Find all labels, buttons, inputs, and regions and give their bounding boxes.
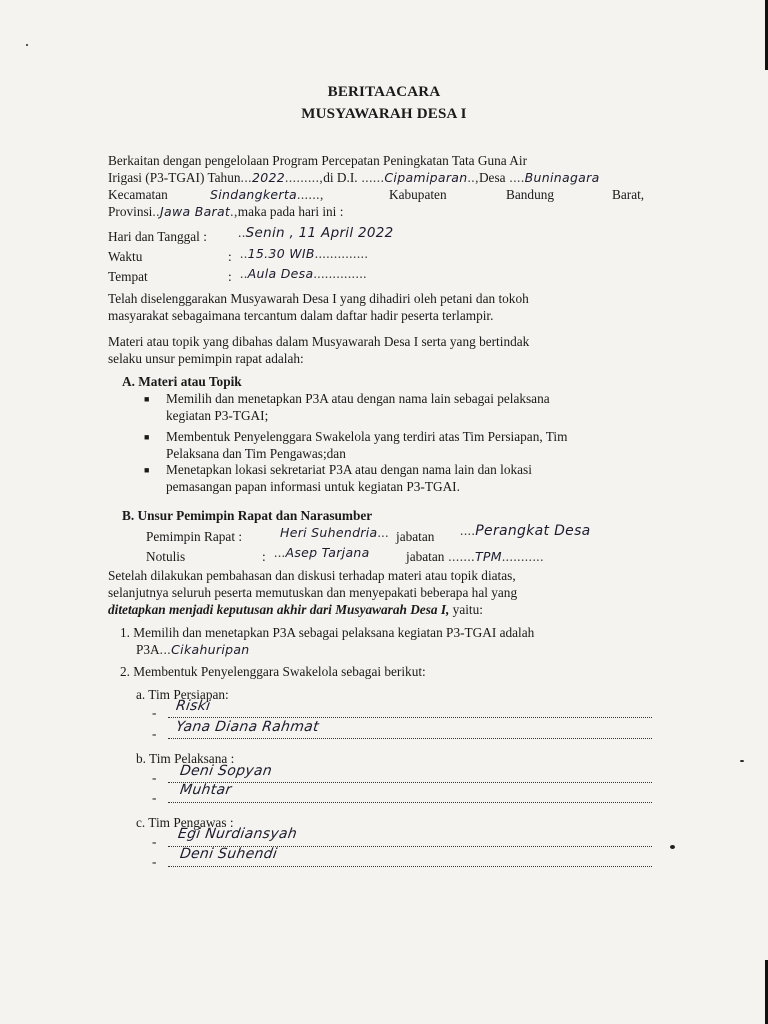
fill-line [168, 717, 652, 718]
notulis-jabatan-field: jabatan .......TPM........... [406, 549, 544, 564]
tim-persiapan-2: Yana Diana Rahmat [174, 719, 321, 735]
scan-speck [740, 760, 744, 762]
hari-field: ..Senin , 11 April 2022 [238, 225, 394, 241]
tahun-value: 2022 [252, 170, 286, 185]
tempat-colon: : [228, 269, 232, 284]
dash: - [152, 854, 157, 869]
para2-line-2: selaku unsur pemimpin rapat adalah: [108, 351, 304, 366]
dash: - [152, 770, 157, 785]
pemimpin-jabatan: Perangkat Desa [475, 523, 591, 539]
maka-text: maka pada hari ini : [237, 204, 344, 219]
decision-1-line-2: P3A...Cikahuripan [136, 642, 250, 657]
tim-pengawas-1: Egi Nurdiansyah [176, 826, 299, 842]
bullet-icon: ■ [144, 432, 150, 442]
hari-label: Hari dan Tanggal : [108, 229, 207, 244]
waktu-colon: : [228, 249, 232, 264]
tim-pelaksana-label: b. Tim Pelaksana : [136, 751, 235, 766]
kabupaten-value: Bandung [506, 187, 555, 202]
tim-persiapan-label: a. Tim Persiapan: [136, 687, 229, 702]
dash: - [152, 790, 157, 805]
pemimpin-jabatan-field: ....Perangkat Desa [460, 523, 591, 539]
pemimpin-field: Heri Suhendria... [280, 525, 389, 540]
scan-speck [26, 44, 28, 46]
tempat-field: ..Aula Desa.............. [240, 266, 367, 281]
bullet-icon: ■ [144, 465, 150, 475]
tim-pelaksana-1: Deni Sopyan [178, 763, 274, 779]
conclusion-rest: yaitu: [449, 602, 483, 617]
intro-line-1: Berkaitan dengan pengelolaan Program Percepatan Peningkatan Tata Guna Air [108, 153, 528, 168]
jabatan-label: jabatan [396, 529, 435, 544]
bullet-3-line-1: Menetapkan lokasi sekretariat P3A atau dengan nama lain dan lokasi [166, 462, 532, 477]
document-title: BERITAACARA [327, 84, 441, 100]
conclusion-emphasis: ditetapkan menjadi keputusan akhir dari Musyawarah Desa I, [108, 602, 450, 617]
bullet-2-line-2: Pelaksana dan Tim Pengawas;dan [166, 446, 346, 461]
di-value: Cipamiparan [384, 170, 468, 185]
provinsi-line: Provinsi..Jawa Barat.,maka pada hari ini : [108, 204, 344, 219]
fill-line [168, 782, 652, 783]
desa-label: Desa [478, 170, 506, 185]
desa-value: Buninagara [524, 170, 600, 185]
dash: - [152, 726, 157, 741]
p3a-value: Cikahuripan [171, 642, 250, 657]
tim-pengawas-2: Deni Suhendi [178, 846, 279, 862]
dash: - [152, 834, 157, 849]
para1-line-2: masyarakat sebagaimana tercantum dalam daftar hadir peserta terlampir. [108, 308, 494, 323]
notulis-value: Asep Tarjana [285, 545, 370, 560]
document-subtitle: MUSYAWARAH DESA I [301, 106, 467, 122]
tempat-label: Tempat [108, 269, 148, 284]
fill-line [168, 866, 652, 867]
conclusion-line-3 [108, 601, 483, 618]
waktu-value: 15.30 WIB [247, 246, 315, 261]
bullet-2-line-1: Membentuk Penyelenggara Swakelola yang terdiri atas Tim Persiapan, Tim [166, 429, 568, 444]
kecamatan-field: Sindangkerta......, [210, 187, 324, 202]
section-b-heading: B. Unsur Pemimpin Rapat dan Narasumber [122, 508, 373, 523]
di-label: di D.I. [323, 170, 358, 185]
provinsi-value: Jawa Barat [160, 204, 231, 219]
conclusion-line-2: selanjutnya seluruh peserta memutuskan dan menyepakati beberapa hal yang [108, 585, 518, 600]
fill-line [168, 802, 652, 803]
para2-line-1: Materi atau topik yang dibahas dalam Musyawarah Desa I serta yang bertindak [108, 334, 530, 349]
kecamatan-label: Kecamatan [108, 187, 168, 202]
notulis-jabatan: TPM [475, 549, 502, 564]
notulis-colon: : [262, 549, 266, 564]
scan-speck [670, 845, 675, 849]
kabupaten-label: Kabupaten [389, 187, 447, 202]
decision-1-line-1: 1. Memilih dan menetapkan P3A sebagai pelaksana kegiatan P3-TGAI adalah [120, 625, 535, 640]
hari-value: Senin , 11 April 2022 [245, 225, 394, 241]
dash: - [152, 705, 157, 720]
kabupaten-value-2: Barat, [612, 187, 645, 202]
section-a-heading: A. Materi atau Topik [122, 374, 242, 389]
tim-pelaksana-2: Muhtar [178, 782, 233, 798]
waktu-field: ..15.30 WIB.............. [240, 246, 369, 261]
decision-2: 2. Membentuk Penyelenggara Swakelola sebagai berikut: [120, 664, 426, 679]
para1-line-1: Telah diselenggarakan Musyawarah Desa I yang dihadiri oleh petani dan tokoh [108, 291, 529, 306]
intro-line-2: Irigasi (P3-TGAI) Tahun...2022.........,di D.I. ......Cipamiparan..,Desa ....Buninagara [108, 170, 600, 185]
provinsi-label: Provinsi [108, 204, 153, 219]
notulis-field: ...Asep Tarjana [274, 545, 370, 560]
bullet-1-line-2: kegiatan P3-TGAI; [166, 408, 269, 423]
bullet-1-line-1: Memilih dan menetapkan P3A atau dengan nama lain sebagai pelaksana [166, 391, 550, 406]
kecamatan-value: Sindangkerta [210, 187, 298, 202]
tim-pengawas-label: c. Tim Pengawas : [136, 815, 234, 830]
p3a-label: P3A [136, 642, 160, 657]
tempat-value: Aula Desa [247, 266, 314, 281]
bullet-icon: ■ [144, 394, 150, 404]
conclusion-line-1: Setelah dilakukan pembahasan dan diskusi terhadap materi atau topik diatas, [108, 568, 516, 583]
waktu-label: Waktu [108, 249, 143, 264]
bullet-3-line-2: pemasangan papan informasi untuk kegiatan P3-TGAI. [166, 479, 460, 494]
pemimpin-label: Pemimpin Rapat : [146, 529, 243, 544]
jabatan-label: jabatan [406, 549, 445, 564]
tim-persiapan-1: Riski [174, 698, 212, 714]
fill-line [168, 738, 652, 739]
notulis-label: Notulis [146, 549, 186, 564]
pemimpin-value: Heri Suhendria [280, 525, 378, 540]
irigasi-prefix: Irigasi (P3-TGAI) Tahun [108, 170, 241, 185]
